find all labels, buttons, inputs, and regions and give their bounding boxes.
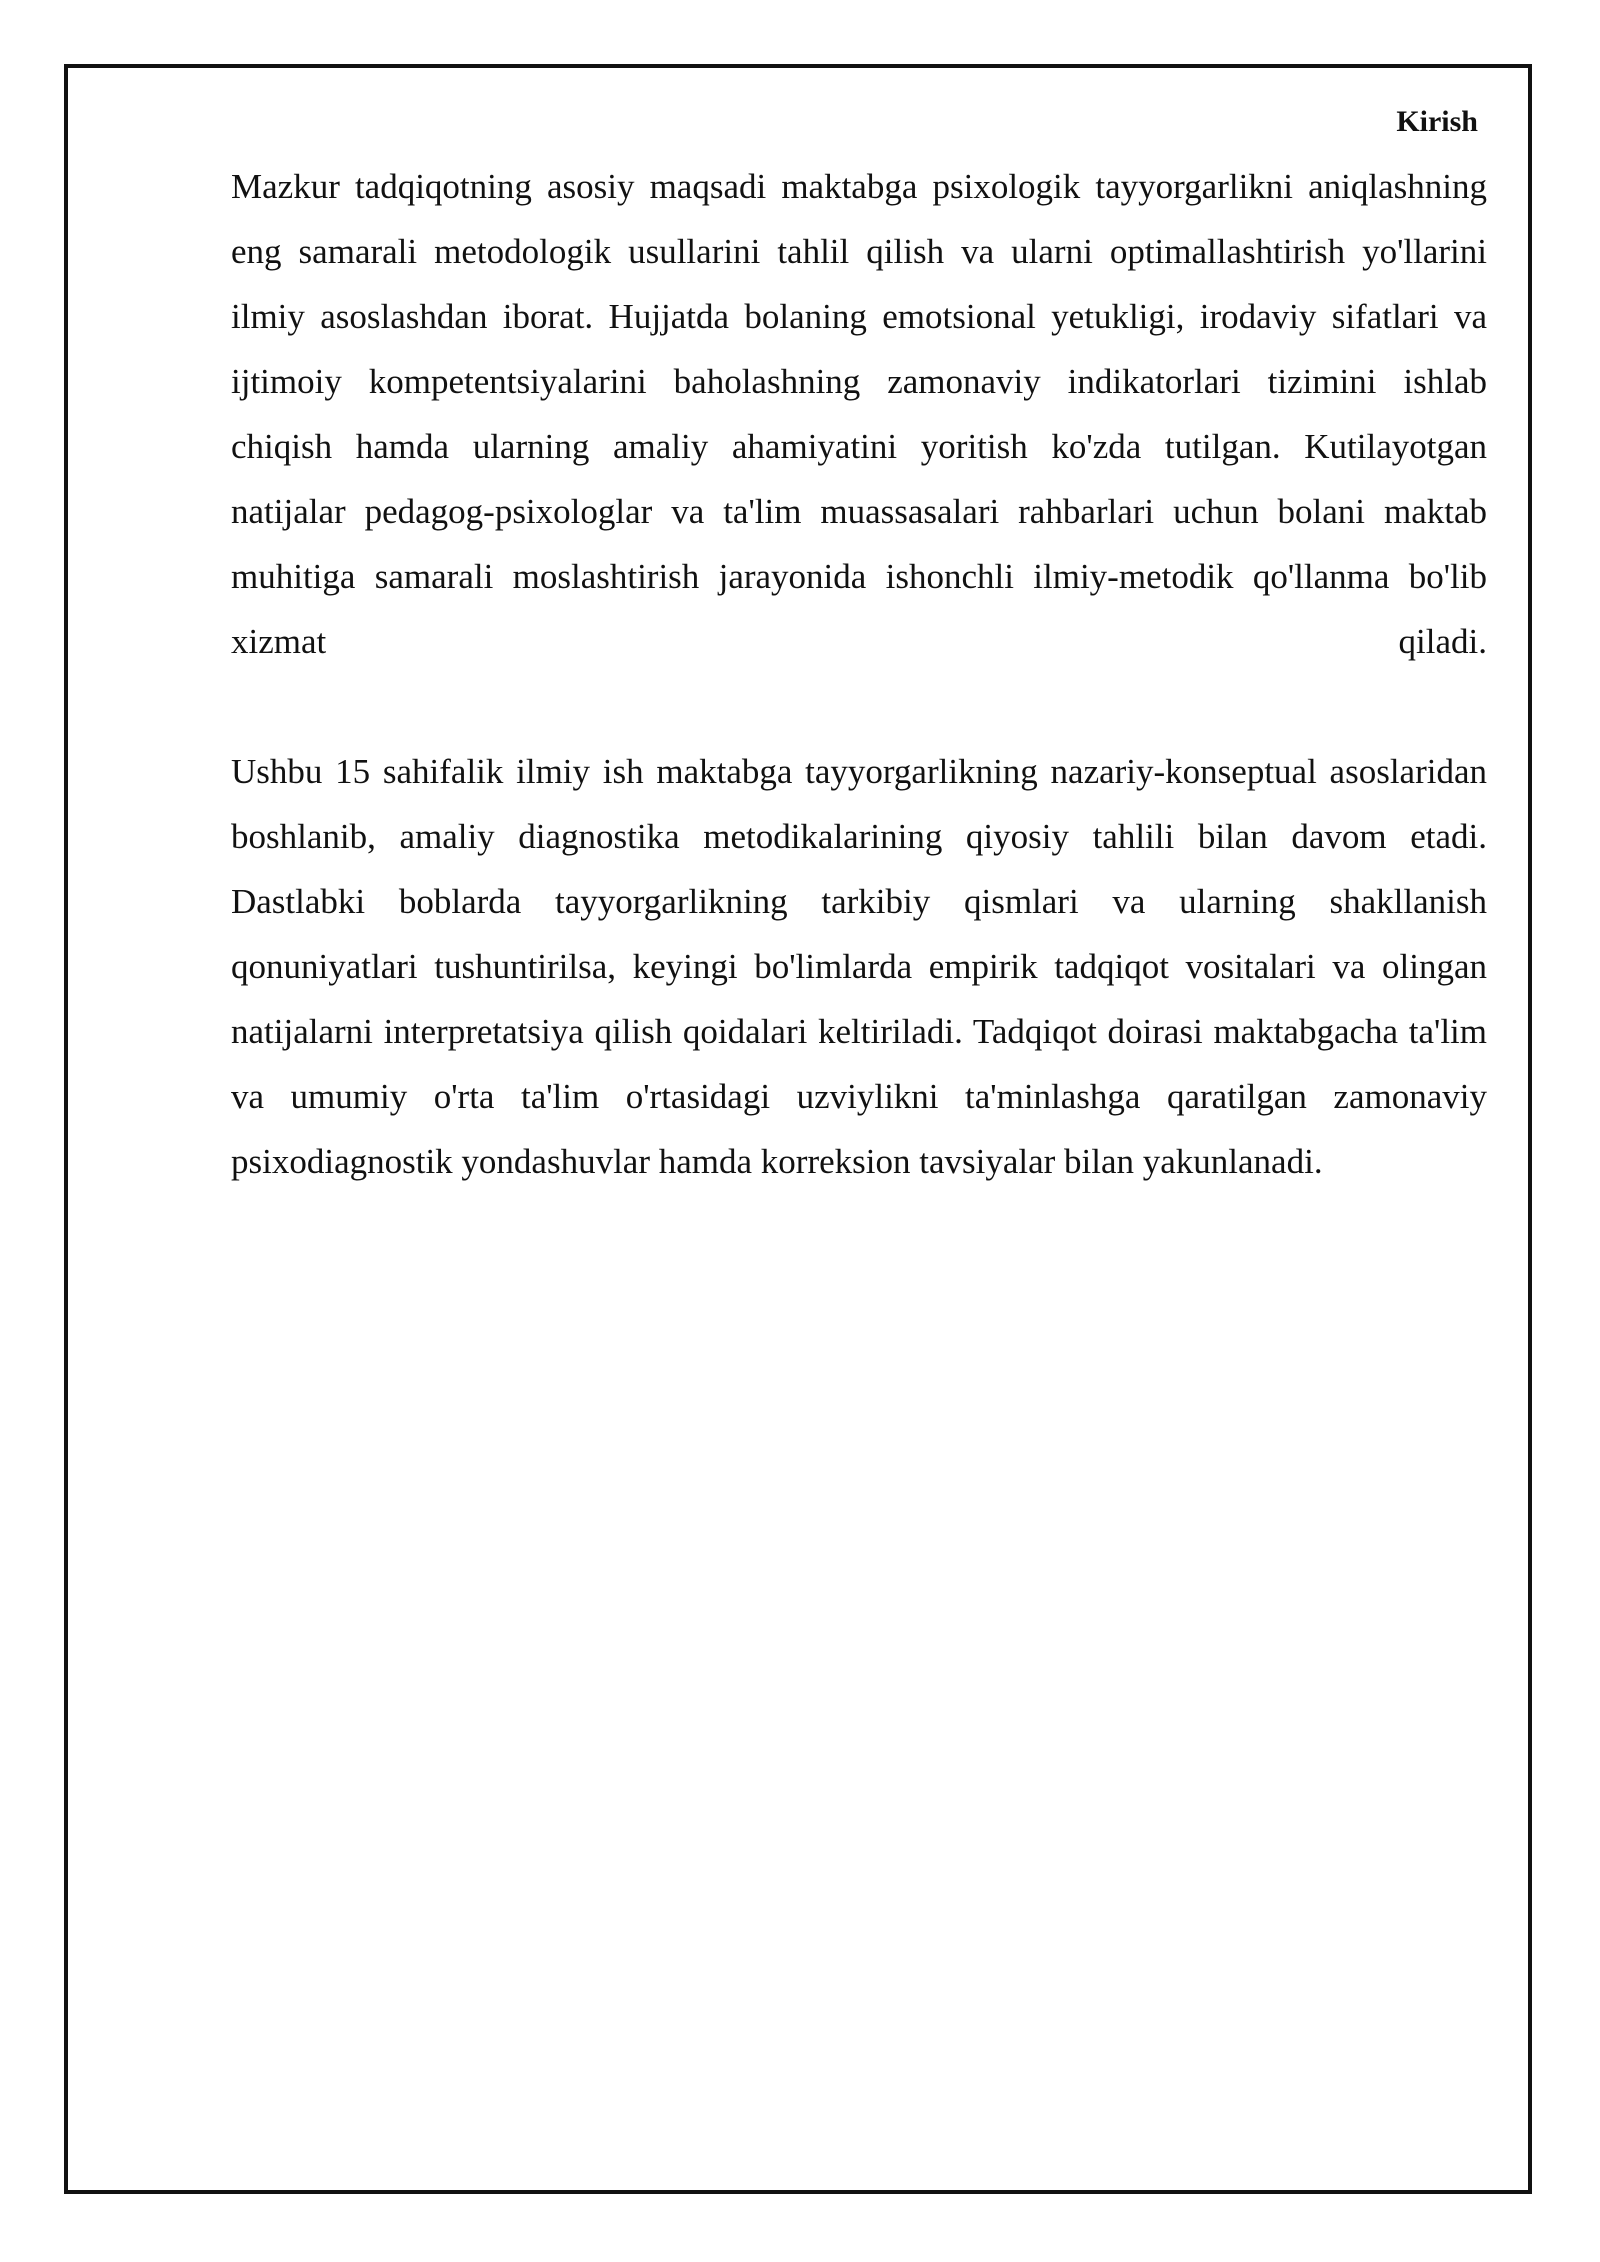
page-border (64, 64, 1532, 2194)
section-heading: Kirish (1396, 105, 1478, 138)
paragraph-intro: Mazkur tadqiqotning asosiy maqsadi maktabga psixologik tayyorgarlikni aniqlashning eng samarali metodologik usullarini tahlil qilish va ularni optimallashtirish yo'llarini ilmiy asoslashdan iborat. Hujjatda bolaning emotsional yetukligi, irodaviy sifatlari va ijtimoiy kompetentsiyalarini baholashning zamonaviy indikatorlari tizimini ishlab chiqish hamda ularning amaliy ahamiyatini yoritish ko'zda tutilgan. Kutilayotgan natijalar pedagog-psixologlar va ta'lim muassasalari rahbarlari uchun bolani maktab muhitiga samarali moslashtirish jarayonida ishonchli ilmiy-metodik qo'llanma bo'lib xizmat qiladi. (231, 167, 1487, 661)
body-text (231, 154, 1487, 1194)
paragraph-scope: Ushbu 15 sahifalik ilmiy ish maktabga tayyorgarlikning nazariy-konseptual asoslaridan boshlanib, amaliy diagnostika metodikalarining qiyosiy tahlili bilan davom etadi. Dastlabki boblarda tayyorgarlikning tarkibiy qismlari va ularning shakllanish qonuniyatlari tushuntirilsa, keyingi bo'limlarda empirik tadqiqot vositalari va olingan natijalarni interpretatsiya qilish qoidalari keltiriladi. Tadqiqot doirasi maktabgacha ta'lim va umumiy o'rta ta'lim o'rtasidagi uzviylikni ta'minlashga qaratilgan zamonaviy psixodiagnostik yondashuvlar hamda korreksion tavsiyalar bilan yakunlanadi. (231, 752, 1487, 1181)
